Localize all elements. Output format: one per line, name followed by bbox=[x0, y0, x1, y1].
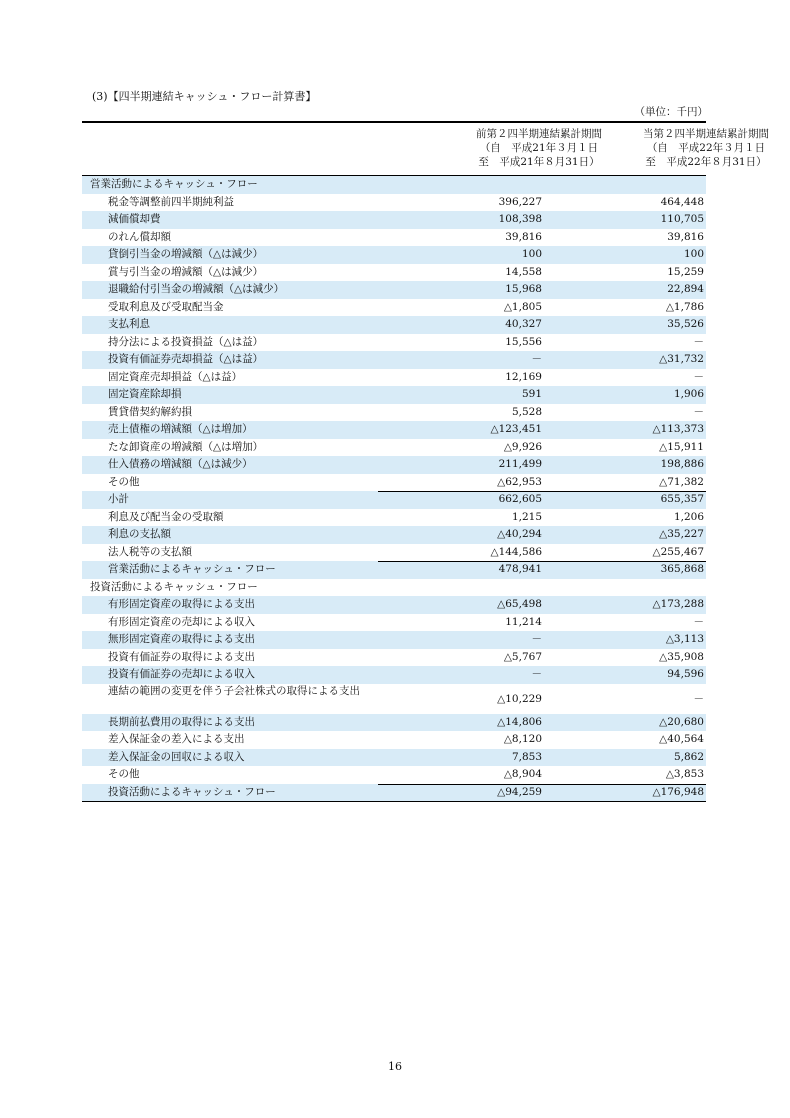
row-value-prev: 591 bbox=[521, 388, 542, 400]
row-label: 持分法による投資損益（△は益） bbox=[108, 335, 264, 348]
table-row bbox=[82, 264, 706, 282]
row-value-curr: 110,705 bbox=[660, 213, 704, 225]
cash-flow-table bbox=[82, 121, 769, 802]
table-row bbox=[82, 749, 706, 767]
table-row bbox=[82, 439, 706, 457]
row-value-curr: 94,596 bbox=[667, 668, 704, 680]
row-value-prev: 39,816 bbox=[505, 230, 542, 243]
table-row bbox=[82, 579, 706, 597]
row-value-prev: 1,215 bbox=[511, 510, 542, 523]
table-row bbox=[82, 229, 706, 247]
header-curr-line2: （自 平成22年３月１日 bbox=[646, 142, 766, 154]
row-value-prev: 15,968 bbox=[505, 283, 542, 295]
row-value-prev: 100 bbox=[521, 248, 542, 260]
row-value-prev: △94,259 bbox=[497, 785, 542, 798]
row-label: 差入保証金の回収による収入 bbox=[108, 750, 245, 763]
row-value-prev: △9,926 bbox=[503, 440, 542, 453]
header-prev-line1: 前第２四半期連結累計期間 bbox=[476, 128, 602, 140]
header-curr-line3: 至 平成22年８月31日） bbox=[645, 156, 767, 168]
row-label: 退職給付引当金の増減額（△は減少） bbox=[108, 283, 285, 295]
row-label: 固定資産売却損益（△は益） bbox=[108, 370, 243, 383]
row-label: その他 bbox=[108, 475, 140, 488]
table-row bbox=[82, 684, 706, 714]
row-value-curr: △173,288 bbox=[652, 598, 704, 610]
row-value-curr: △1,786 bbox=[665, 300, 704, 313]
row-value-prev: △123,451 bbox=[490, 423, 542, 435]
table-row bbox=[82, 211, 706, 229]
row-label: 固定資産除却損 bbox=[108, 388, 182, 400]
row-value-curr: 35,526 bbox=[667, 318, 704, 330]
row-value-curr: △35,908 bbox=[659, 650, 704, 663]
row-value-curr: 655,357 bbox=[660, 493, 704, 505]
row-value-curr: － bbox=[693, 405, 704, 418]
row-label: 投資有価証券売却損益（△は益） bbox=[108, 353, 264, 365]
row-value-prev: 5,528 bbox=[511, 405, 542, 418]
row-label: 受取利息及び受取配当金 bbox=[108, 300, 224, 313]
row-value-curr: 1,206 bbox=[673, 510, 704, 523]
row-value-prev: 15,556 bbox=[505, 335, 542, 348]
row-label: 利息及び配当金の受取額 bbox=[108, 510, 224, 523]
table-row bbox=[82, 334, 706, 352]
row-value-curr: 100 bbox=[683, 248, 704, 260]
table-row bbox=[82, 596, 706, 614]
row-value-curr: － bbox=[693, 370, 704, 383]
row-value-prev: 12,169 bbox=[505, 370, 542, 383]
subtotal-row bbox=[82, 491, 706, 509]
table-row bbox=[82, 281, 706, 299]
row-value-curr: △31,732 bbox=[659, 353, 704, 365]
row-value-curr: △71,382 bbox=[659, 475, 704, 488]
table-row bbox=[82, 456, 706, 474]
row-value-curr: △3,853 bbox=[665, 768, 704, 780]
row-value-prev: △65,498 bbox=[497, 598, 542, 610]
row-label: 賞与引当金の増減額（△は減少） bbox=[108, 265, 264, 278]
row-value-curr: 22,894 bbox=[667, 283, 704, 295]
row-value-curr: － bbox=[693, 335, 704, 348]
table-row bbox=[82, 544, 706, 562]
table-row bbox=[82, 194, 706, 212]
row-value-curr: － bbox=[693, 615, 704, 628]
row-value-curr: 39,816 bbox=[667, 230, 704, 243]
row-value-prev: △62,953 bbox=[497, 475, 542, 488]
row-value-prev: △5,767 bbox=[503, 650, 542, 663]
table-row bbox=[82, 474, 706, 492]
header-prev-line3: 至 平成21年８月31日） bbox=[478, 156, 600, 168]
row-label: 売上債権の増減額（△は増加） bbox=[108, 423, 253, 435]
row-label: 投資有価証券の売却による収入 bbox=[108, 668, 255, 680]
row-value-curr: 1,906 bbox=[673, 388, 704, 400]
row-label: 投資活動によるキャッシュ・フロー bbox=[90, 580, 258, 593]
row-value-curr: 5,862 bbox=[673, 750, 704, 763]
table-row bbox=[82, 351, 706, 369]
row-value-curr: △3,113 bbox=[665, 633, 704, 645]
row-value-prev: － bbox=[531, 633, 542, 645]
table-row bbox=[82, 631, 706, 649]
row-label: 長期前払費用の取得による支出 bbox=[108, 715, 255, 728]
table-row bbox=[82, 299, 706, 317]
row-value-prev: 7,853 bbox=[511, 750, 542, 763]
row-label: 連結の範囲の変更を伴う子会社株式の取得による支出 bbox=[108, 684, 360, 697]
table-row bbox=[82, 369, 706, 387]
table-row bbox=[82, 421, 706, 439]
row-value-curr: 365,868 bbox=[660, 563, 704, 575]
row-value-prev: 14,558 bbox=[505, 265, 542, 278]
row-value-prev: 11,214 bbox=[505, 615, 542, 628]
row-value-curr: △113,373 bbox=[652, 423, 704, 435]
row-value-curr: △35,227 bbox=[659, 528, 704, 540]
row-value-prev: △14,806 bbox=[497, 715, 542, 728]
table-row bbox=[82, 526, 706, 544]
table-row bbox=[82, 614, 706, 632]
row-label: 有形固定資産の売却による収入 bbox=[108, 615, 255, 628]
row-value-curr: 464,448 bbox=[660, 195, 704, 208]
row-value-curr: 15,259 bbox=[667, 265, 704, 278]
row-value-prev: － bbox=[531, 668, 542, 680]
row-value-curr: △20,680 bbox=[659, 715, 704, 728]
row-label: その他 bbox=[108, 768, 140, 780]
table-row bbox=[82, 176, 706, 194]
row-value-prev: 396,227 bbox=[498, 195, 542, 208]
row-label: 差入保証金の差入による支出 bbox=[108, 733, 245, 745]
row-label: 貸倒引当金の増減額（△は減少） bbox=[108, 248, 264, 260]
table-header bbox=[82, 123, 769, 176]
table-row bbox=[82, 509, 706, 527]
table-row bbox=[82, 386, 706, 404]
row-label: 減価償却費 bbox=[108, 213, 161, 225]
row-label: のれん償却額 bbox=[108, 230, 171, 243]
row-label: 仕入債務の増減額（△は減少） bbox=[108, 458, 253, 470]
row-label: 無形固定資産の取得による支出 bbox=[108, 633, 255, 645]
table-row bbox=[82, 649, 706, 667]
header-prev-line2: （自 平成21年３月１日 bbox=[479, 142, 599, 154]
row-value-curr: △255,467 bbox=[652, 545, 704, 558]
row-value-prev: 40,327 bbox=[505, 318, 542, 330]
row-label: 支払利息 bbox=[108, 318, 150, 330]
row-value-prev: △10,229 bbox=[497, 692, 542, 705]
row-value-prev: 478,941 bbox=[498, 563, 542, 575]
header-prev-period bbox=[468, 127, 610, 169]
row-value-prev: 211,499 bbox=[498, 458, 542, 470]
table-row bbox=[82, 316, 706, 334]
table-row bbox=[82, 731, 706, 749]
row-value-prev: △1,805 bbox=[503, 300, 542, 313]
statement-heading: (3)【四半期連結キャッシュ・フロー計算書】 bbox=[92, 90, 317, 103]
row-value-curr: △176,948 bbox=[652, 785, 704, 798]
row-value-curr: 198,886 bbox=[660, 458, 704, 470]
header-curr-period bbox=[628, 127, 784, 169]
row-label: 投資有価証券の取得による支出 bbox=[108, 650, 255, 663]
row-value-prev: － bbox=[531, 353, 542, 365]
row-label: たな卸資産の増減額（△は増加） bbox=[108, 440, 264, 453]
table-row bbox=[82, 766, 706, 784]
unit-label: （単位：千円） bbox=[634, 106, 708, 118]
investing-total-row bbox=[82, 784, 706, 803]
row-value-curr: △40,564 bbox=[659, 733, 704, 745]
header-curr-line1: 当第２四半期連結累計期間 bbox=[643, 128, 769, 140]
row-value-prev: △8,904 bbox=[503, 768, 542, 780]
row-value-prev: 108,398 bbox=[498, 213, 542, 225]
table-row bbox=[82, 404, 706, 422]
row-label: 賃貸借契約解約損 bbox=[108, 405, 192, 418]
row-label: 営業活動によるキャッシュ・フロー bbox=[90, 178, 258, 190]
operating-total-row bbox=[82, 561, 706, 579]
row-value-prev: 662,605 bbox=[498, 493, 542, 505]
row-label: 有形固定資産の取得による支出 bbox=[108, 598, 255, 610]
row-value-curr: △15,911 bbox=[659, 440, 704, 453]
row-value-prev: △8,120 bbox=[503, 733, 542, 745]
row-label: 税金等調整前四半期純利益 bbox=[108, 195, 234, 208]
row-label: 投資活動によるキャッシュ・フロー bbox=[108, 785, 276, 798]
row-value-curr: － bbox=[693, 692, 704, 705]
row-label: 法人税等の支払額 bbox=[108, 545, 192, 558]
table-row bbox=[82, 246, 706, 264]
row-value-prev: △40,294 bbox=[497, 528, 542, 540]
row-label: 利息の支払額 bbox=[108, 528, 171, 540]
row-label: 営業活動によるキャッシュ・フロー bbox=[108, 563, 276, 575]
table-row bbox=[82, 666, 706, 684]
row-value-prev: △144,586 bbox=[490, 545, 542, 558]
page-number: 16 bbox=[388, 1060, 402, 1073]
table-row bbox=[82, 714, 706, 732]
row-label: 小計 bbox=[108, 493, 129, 505]
